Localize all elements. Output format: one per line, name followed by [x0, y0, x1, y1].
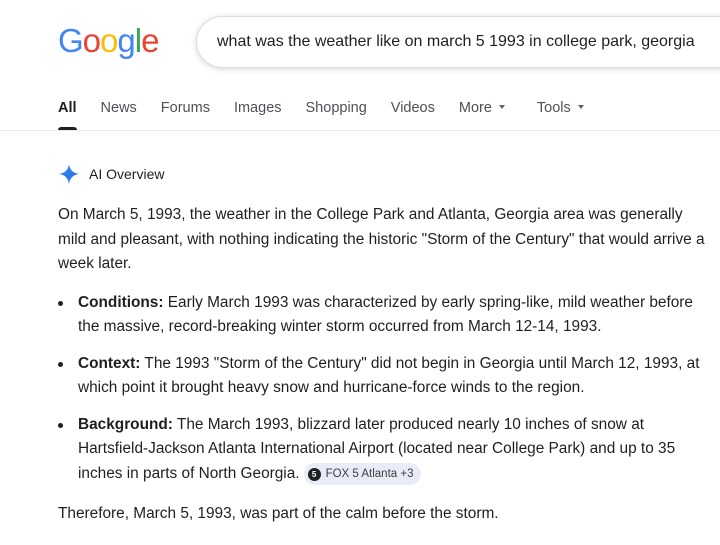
- tab-more[interactable]: [459, 98, 505, 130]
- logo-letter: l: [134, 22, 142, 59]
- tab-label: More: [458, 100, 492, 116]
- logo-letter: g: [117, 22, 135, 59]
- search-box: [196, 16, 720, 68]
- bullet-term: Context:: [78, 354, 141, 372]
- bullet-text: Early March 1993 was characterized by early spring-like, mild weather before the massive, record-breaking winter storm occurred from March 12-14, 1993.: [78, 293, 693, 335]
- tab-label: Videos: [390, 100, 435, 116]
- fox5-source-icon: 5: [308, 468, 321, 481]
- tab-label: News: [100, 100, 137, 116]
- tab-tools[interactable]: [537, 98, 584, 130]
- tab-label: All: [58, 100, 77, 116]
- tab-images[interactable]: [234, 98, 282, 130]
- logo-letter: G: [58, 22, 83, 59]
- list-item: [58, 352, 708, 401]
- list-item: [58, 291, 708, 340]
- source-chip[interactable]: [304, 463, 422, 485]
- bullet-term: Background:: [78, 415, 173, 433]
- ai-overview-conclusion: Therefore, March 5, 1993, was part of the calm before the storm.: [58, 505, 499, 522]
- tab-news[interactable]: [101, 98, 137, 130]
- caret-down-icon: [499, 105, 505, 109]
- tab-shopping[interactable]: [306, 98, 367, 130]
- tab-forums[interactable]: [161, 98, 210, 130]
- search-tabs: [58, 98, 608, 130]
- caret-down-icon: [578, 105, 584, 109]
- bullet-text: The 1993 "Storm of the Century" did not begin in Georgia until March 12, 1993, at which point it brought heavy snow and hurricane-force winds to the region.: [78, 354, 700, 396]
- tab-label: Shopping: [305, 100, 367, 116]
- tab-label: Images: [233, 100, 282, 116]
- bullet-term: Conditions:: [78, 293, 164, 311]
- ai-overview-title: AI Overview: [89, 166, 165, 182]
- ai-overview-intro: On March 5, 1993, the weather in the College Park and Atlanta, Georgia area was generally mild and pleasant, with nothing indicating the historic "Storm of the Century" that would arrive a week later.: [58, 206, 705, 272]
- tab-label: Forums: [160, 100, 210, 116]
- tab-all[interactable]: [58, 98, 77, 130]
- bullet-text: The March 1993, blizzard later produced nearly 10 inches of snow at Hartsfield-Jackson Atlanta International Airport (located near College Park) and up to 35 inches in parts of North Georgia.: [78, 415, 676, 482]
- google-logo[interactable]: [58, 22, 158, 60]
- list-item: [58, 413, 708, 487]
- ai-overview-body: [58, 203, 708, 527]
- ai-overview-header: [58, 163, 164, 185]
- search-input[interactable]: [217, 17, 720, 67]
- tab-label: Tools: [536, 100, 571, 116]
- ai-overview-bullets: [58, 291, 708, 487]
- source-chip-label: FOX 5 Atlanta +3: [325, 468, 414, 480]
- tab-videos[interactable]: [391, 98, 435, 130]
- logo-letter: o: [82, 22, 101, 59]
- tabs-divider: [0, 130, 720, 131]
- sparkle-icon: [58, 163, 80, 185]
- logo-letter: o: [100, 22, 118, 59]
- logo-letter: e: [141, 22, 159, 59]
